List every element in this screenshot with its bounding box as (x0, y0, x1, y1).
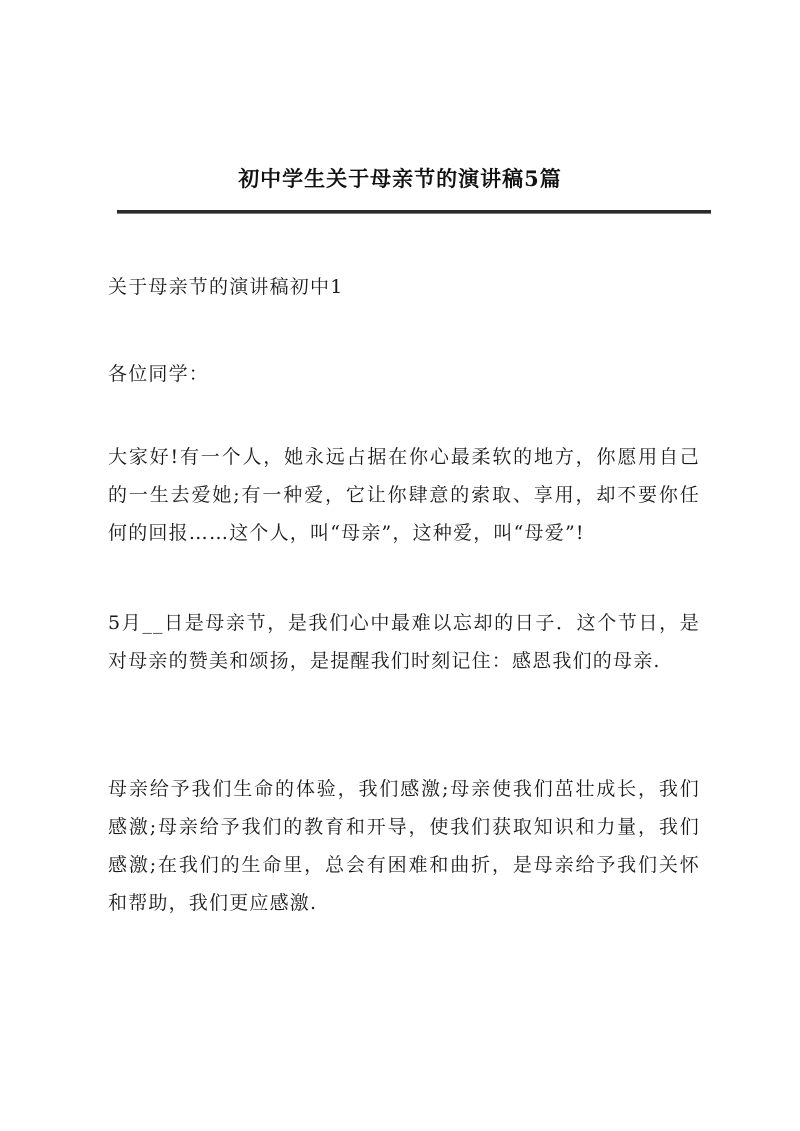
section-heading: 关于母亲节的演讲稿初中1 (108, 276, 344, 298)
document-title: 初中学生关于母亲节的演讲稿5篇 (238, 166, 562, 191)
body-paragraph-2: 5月__日是母亲节，是我们心中最难以忘却的日子．这个节日，是对母亲的赞美和颂扬，是提醒我们时刻记住：感恩我们的母亲. (108, 612, 700, 672)
body-paragraph-3: 母亲给予我们生命的体验，我们感激;母亲使我们茁壮成长，我们感激;母亲给予我们的教育和开导，使我们获取知识和力量，我们感激;在我们的生命里，总会有困难和曲折，是母亲给予我们关怀和帮助，我们更应感激. (108, 778, 700, 914)
body-paragraph-1: 大家好!有一个人，她永远占据在你心最柔软的地方，你愿用自己的一生去爱她;有一种爱，它让你肆意的索取、享用，却不要你任何的回报……这个人，叫“母亲”，这种爱，叫“母爱”! (108, 446, 700, 544)
greeting-line: 各位同学： (108, 363, 210, 385)
title-underline-rule (117, 210, 711, 214)
